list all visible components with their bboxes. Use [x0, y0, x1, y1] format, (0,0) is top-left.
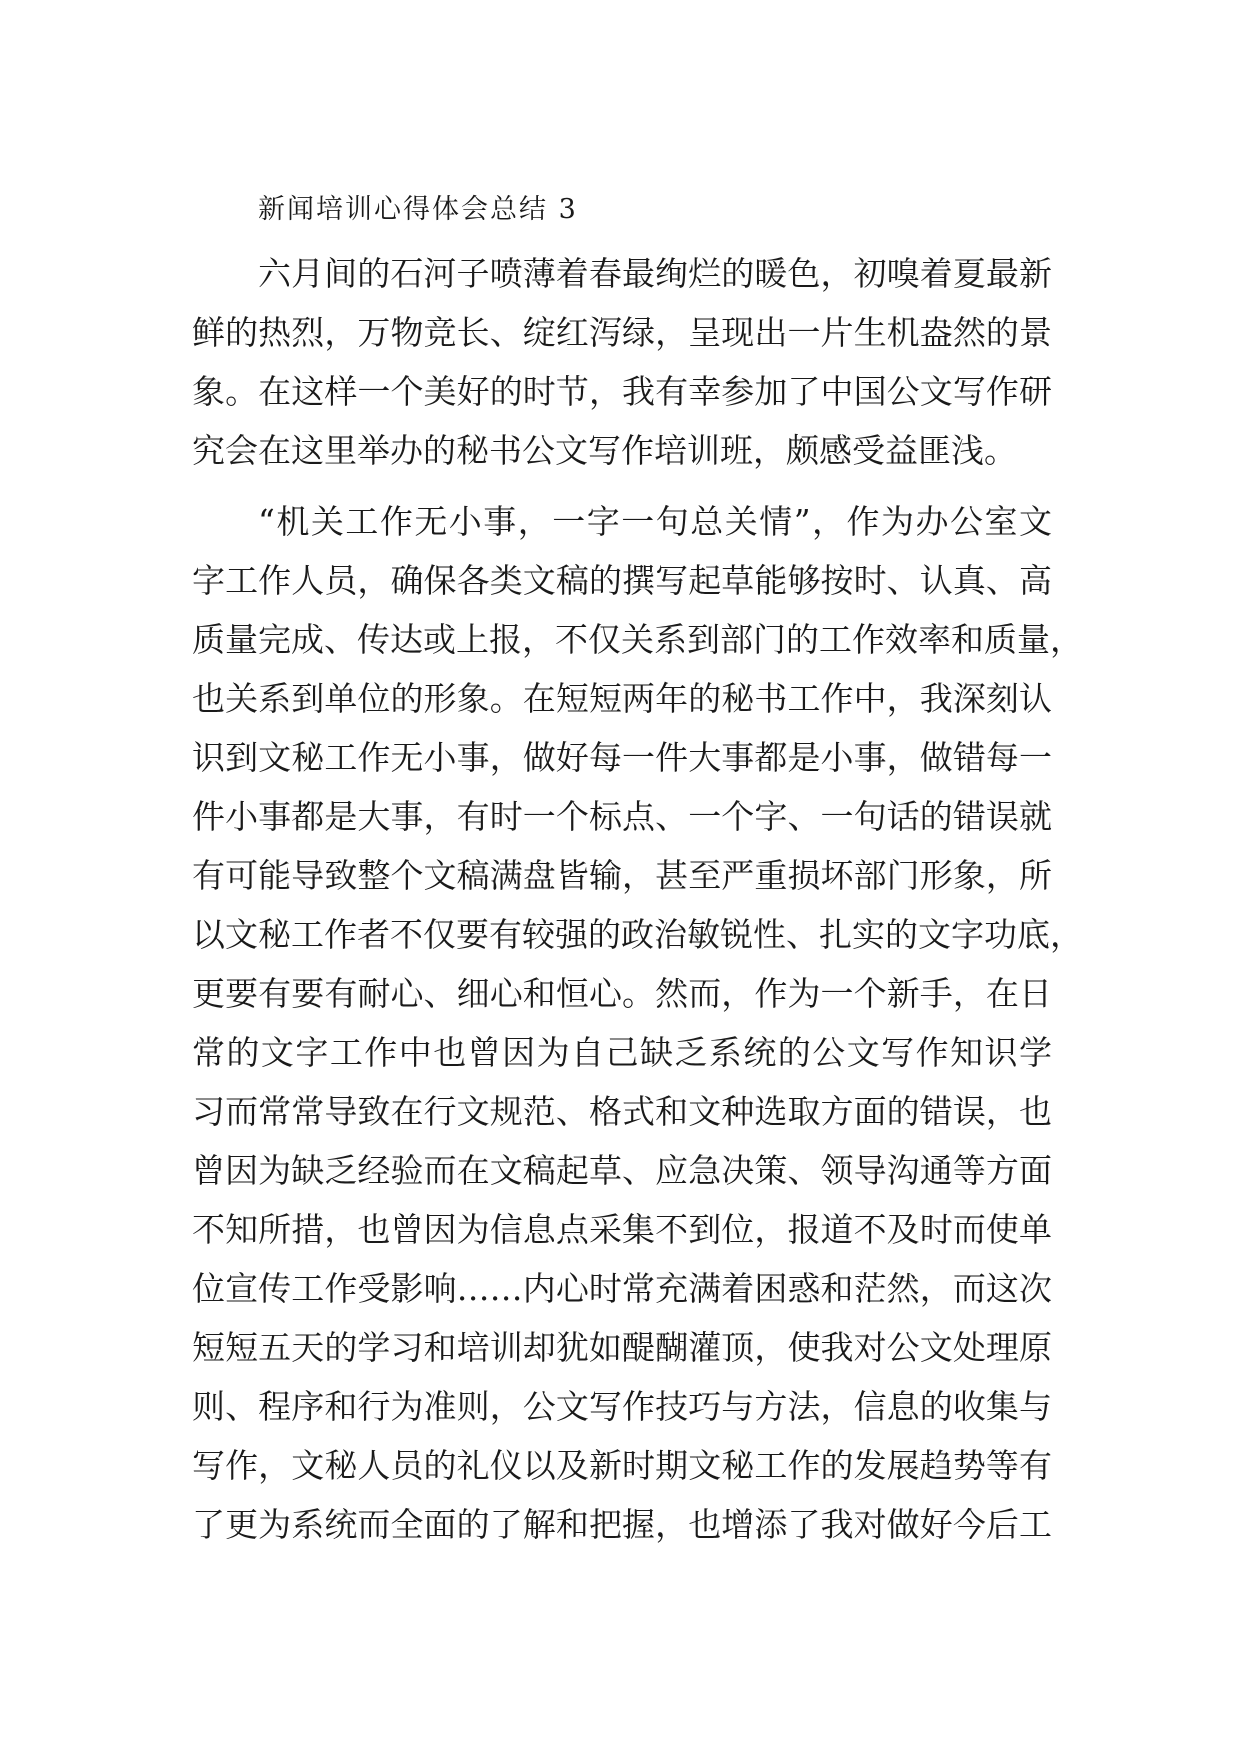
document-page — [192, 190, 1083, 1554]
paragraph-line: 质量完成、传达或上报，不仅关系到部门的工作效率和质量， — [192, 620, 1083, 659]
paragraph-2 — [192, 492, 1083, 1554]
paragraph-line: “机关工作无小事，一字一句总关情”，作为办公室文 — [258, 502, 1052, 541]
paragraph-line: 位宣传工作受影响……内心时常充满着困惑和茫然，而这次 — [192, 1269, 1052, 1308]
paragraph-line: 象。在这样一个美好的时节，我有幸参加了中国公文写作研 — [192, 372, 1052, 411]
paragraph-line: 短短五天的学习和培训却犹如醍醐灌顶，使我对公文处理原 — [192, 1328, 1052, 1367]
paragraph-line: 鲜的热烈，万物竞长、绽红泻绿，呈现出一片生机盎然的景 — [192, 313, 1052, 352]
paragraph-line: 则、程序和行为准则，公文写作技巧与方法，信息的收集与 — [192, 1387, 1052, 1426]
paragraph-line: 究会在这里举办的秘书公文写作培训班，颇感受益匪浅。 — [192, 431, 1017, 470]
paragraph-line: 写作，文秘人员的礼仪以及新时期文秘工作的发展趋势等有 — [192, 1446, 1052, 1485]
paragraph-line: 更要有要有耐心、细心和恒心。然而，作为一个新手，在日 — [192, 974, 1052, 1013]
paragraph-line: 以文秘工作者不仅要有较强的政治敏锐性、扎实的文字功底， — [192, 915, 1083, 954]
paragraph-line: 曾因为缺乏经验而在文稿起草、应急决策、领导沟通等方面 — [192, 1151, 1052, 1190]
paragraph-line: 常的文字工作中也曾因为自己缺乏系统的公文写作知识学 — [192, 1033, 1052, 1072]
paragraph-line: 有可能导致整个文稿满盘皆输，甚至严重损坏部门形象，所 — [192, 856, 1052, 895]
document-title: 新闻培训心得体会总结 3 — [258, 194, 578, 225]
paragraph-line: 件小事都是大事，有时一个标点、一个字、一句话的错误就 — [192, 797, 1052, 836]
paragraph-line: 六月间的石河子喷薄着春最绚烂的暖色，初嗅着夏最新 — [258, 254, 1052, 293]
paragraph-line: 习而常常导致在行文规范、格式和文种选取方面的错误，也 — [192, 1092, 1052, 1131]
paragraph-line: 识到文秘工作无小事，做好每一件大事都是小事，做错每一 — [192, 738, 1052, 777]
paragraph-line: 不知所措，也曾因为信息点采集不到位，报道不及时而使单 — [192, 1210, 1052, 1249]
paragraph-line: 了更为系统而全面的了解和把握，也增添了我对做好今后工 — [192, 1505, 1052, 1544]
paragraph-spacer — [192, 480, 1052, 492]
paragraph-1 — [192, 244, 1052, 480]
paragraph-line: 也关系到单位的形象。在短短两年的秘书工作中，我深刻认 — [192, 679, 1052, 718]
paragraph-line: 字工作人员，确保各类文稿的撰写起草能够按时、认真、高 — [192, 561, 1052, 600]
